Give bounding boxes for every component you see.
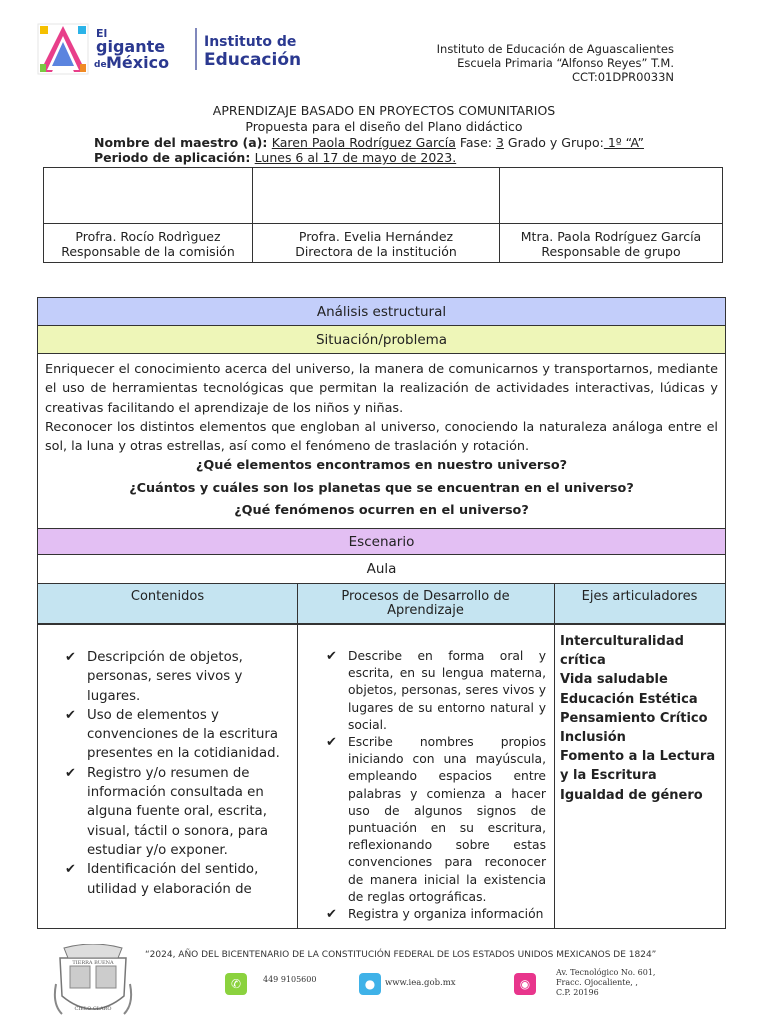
seal-bottom-text: CIELO CLARO bbox=[74, 1006, 112, 1012]
list-item: ✔ Registro y/o resumen de información consultada en alguna fuente oral, escrita, visual, táctil o sonora, para estudiar y/o exponer. bbox=[65, 764, 295, 860]
map-pin-icon: ◉ bbox=[514, 973, 536, 995]
logo-el: El bbox=[96, 27, 108, 40]
column-header-procesos: Procesos de Desarrollo de Aprendizaje bbox=[297, 584, 554, 624]
footer-web[interactable]: www.iea.gob.mx bbox=[385, 978, 456, 988]
ejes-list bbox=[560, 632, 726, 805]
guiding-question-2: ¿Cuántos y cuáles son los planetas que se encuentran en el universo? bbox=[129, 481, 634, 496]
footer-address-3: C.P. 20196 bbox=[556, 988, 599, 997]
list-item: Inclusión bbox=[560, 730, 626, 746]
teacher-value: Karen Paola Rodríguez García bbox=[271, 135, 456, 150]
list-item: ✔ Escribe nombres propios iniciando con una mayúscula, empleando espacios entre palabras y comienza a hacer uso de algunos signos de puntuación en su escritura, reflexionando sobre estas convenciones para reconocer de manera inicial la existencia de reglas ortográficas. bbox=[326, 734, 546, 906]
signature-name: Mtra. Paola Rodríguez García bbox=[520, 229, 702, 244]
guiding-question-3: ¿Qué fenómenos ocurren en el universo? bbox=[234, 503, 529, 518]
signature-role: Responsable de la comisión bbox=[61, 244, 235, 259]
footer-motto: “2024, AÑO DEL BICENTENARIO DE LA CONSTITUCIÓN FEDERAL DE LOS ESTADOS UNIDOS MEXICANOS DE 1824” bbox=[145, 950, 657, 960]
signature-cell bbox=[500, 168, 722, 262]
scenario-title: Escenario bbox=[38, 528, 725, 555]
school-name: Escuela Primaria “Alfonso Reyes” T.M. bbox=[457, 56, 674, 70]
fase-label: Fase: bbox=[455, 135, 496, 150]
signature-name: Profra. Rocío Rodrìguez bbox=[75, 229, 221, 244]
list-item: Educación Estética bbox=[560, 691, 698, 707]
seal-top-text: TIERRA BUENA bbox=[72, 960, 114, 966]
list-item: ✔ Descripción de objetos, personas, seres vivos y lugares. bbox=[65, 648, 295, 706]
scenario-value: Aula bbox=[38, 555, 725, 584]
signature-cell bbox=[44, 168, 253, 262]
logo-mexico: México bbox=[106, 53, 170, 72]
logo-a-mark bbox=[38, 24, 88, 74]
footer-phone: 449 9105600 bbox=[263, 975, 317, 984]
guiding-question-1: ¿Qué elementos encontramos en nuestro universo? bbox=[195, 458, 568, 473]
grado-label: Grado y Grupo: bbox=[503, 135, 604, 150]
signature-role: Responsable de grupo bbox=[541, 244, 681, 259]
teacher-line bbox=[94, 135, 644, 150]
list-item: Igualdad de género bbox=[560, 787, 703, 803]
list-item: Fomento a la Lectura y la Escritura bbox=[560, 749, 716, 784]
analysis-table bbox=[37, 297, 726, 929]
analysis-title: Análisis estructural bbox=[38, 298, 725, 326]
school-cct: CCT:01DPR0033N bbox=[572, 70, 674, 84]
signature-role: Directora de la institución bbox=[295, 244, 457, 259]
list-item: Interculturalidad crítica bbox=[560, 634, 684, 669]
page-subtitle: Propuesta para el diseño del Plano didáctico bbox=[245, 119, 523, 134]
situation-title: Situación/problema bbox=[38, 326, 725, 354]
list-item: ✔ Registra y organiza información bbox=[326, 906, 546, 923]
period-value: Lunes 6 al 17 de mayo de 2023. bbox=[254, 150, 457, 165]
list-item: ✔ Describe en forma oral y escrita, en su lengua materna, objetos, personas, seres vivos y lugares de su entorno natural y social. bbox=[326, 648, 546, 734]
column-header-contenidos: Contenidos bbox=[38, 584, 297, 624]
grado-value: 1º “A” bbox=[603, 135, 644, 150]
footer-address-2: Fracc. Ojocaliente, , bbox=[556, 978, 638, 987]
signature-cell bbox=[253, 168, 500, 262]
period-line bbox=[94, 150, 456, 165]
footer-address-1: Av. Tecnológico No. 601, bbox=[556, 968, 656, 977]
teacher-label: Nombre del maestro (a): bbox=[94, 135, 268, 150]
period-label: Periodo de aplicación: bbox=[94, 150, 255, 165]
logo-gigante: gigante bbox=[96, 37, 166, 56]
logo-de: de bbox=[94, 60, 107, 70]
column-header-ejes: Ejes articuladores bbox=[554, 584, 725, 624]
signature-name: Profra. Evelia Hernández bbox=[298, 229, 454, 244]
situation-paragraph-2: Reconocer los distintos elementos que engloban al universo, conociendo la naturaleza análoga entre el sol, la luna y otras estrellas, así como el fenómeno de traslación y rotación. bbox=[45, 420, 718, 455]
list-item: Pensamiento Crítico bbox=[560, 710, 708, 726]
situation-paragraph-1: Enriquecer el conocimiento acerca del universo, la manera de comunicarnos y transportarnos, mediante el uso de herramientas tecnológicas que permitan la realización de actividades interactivas, lúdicas y creativas facilitando el aprendizaje de los niños y niñas. bbox=[45, 362, 718, 416]
phone-icon: ✆ bbox=[225, 973, 247, 995]
logo-instituto: Instituto de bbox=[204, 34, 297, 50]
fase-value: 3 bbox=[495, 135, 504, 150]
contenidos-list bbox=[65, 648, 295, 899]
list-item: ✔ Uso de elementos y convenciones de la escritura presentes en la cotidianidad. bbox=[65, 706, 295, 764]
list-item: ✔ Identificación del sentido, utilidad y elaboración de bbox=[65, 860, 295, 899]
page-title: APRENDIZAJE BASADO EN PROYECTOS COMUNITARIOS bbox=[212, 103, 556, 118]
logo-educacion: Educación bbox=[204, 50, 302, 70]
list-item: Vida saludable bbox=[560, 672, 668, 688]
globe-icon: ● bbox=[359, 973, 381, 995]
procesos-list bbox=[326, 648, 546, 923]
gigante-instituto-logo bbox=[36, 22, 308, 76]
signature-table bbox=[43, 167, 723, 263]
state-seal bbox=[52, 944, 134, 1022]
institution-name: Instituto de Educación de Aguascalientes bbox=[436, 42, 674, 56]
